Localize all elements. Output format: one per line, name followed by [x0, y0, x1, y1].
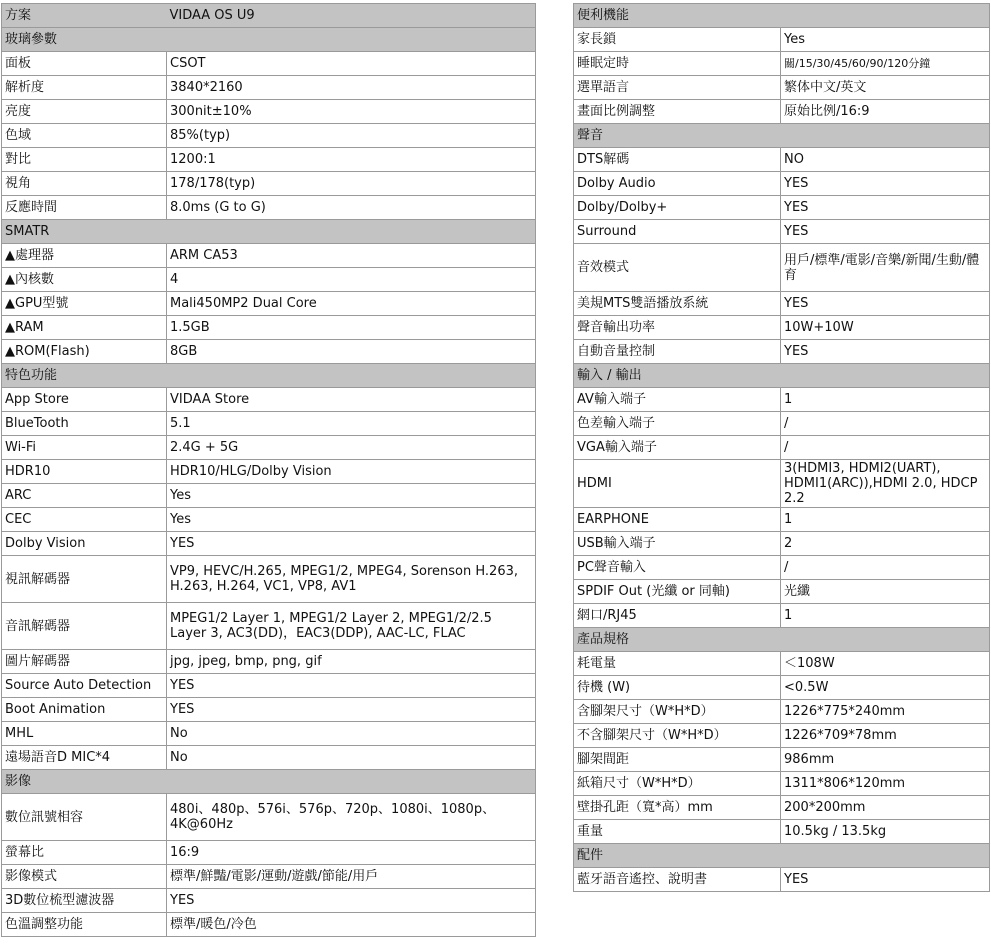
section-filler — [781, 124, 990, 148]
spec-row — [574, 52, 990, 76]
section-title: 玻璃參數 — [2, 28, 167, 52]
spec-value: YES — [781, 292, 990, 316]
spec-value: <0.5W — [781, 676, 990, 700]
spec-label: EARPHONE — [574, 508, 781, 532]
spec-label: Wi-Fi — [2, 436, 167, 460]
spec-value: ＜108W — [781, 652, 990, 676]
spec-value: 10W+10W — [781, 316, 990, 340]
spec-value: 4 — [167, 268, 536, 292]
spec-value: Yes — [167, 508, 536, 532]
spec-label: 對比 — [2, 148, 167, 172]
section-header-row — [574, 4, 990, 28]
spec-row — [574, 748, 990, 772]
spec-label: 壁掛孔距（寬*高）mm — [574, 796, 781, 820]
spec-row — [574, 220, 990, 244]
left-spec-body — [2, 4, 536, 937]
spec-row — [574, 76, 990, 100]
spec-value: 16:9 — [167, 841, 536, 865]
spec-label: HDR10 — [2, 460, 167, 484]
spec-row — [574, 820, 990, 844]
spec-label: HDMI — [574, 460, 781, 508]
spec-value: 2 — [781, 532, 990, 556]
spec-label: App Store — [2, 388, 167, 412]
spec-row — [2, 388, 536, 412]
spec-value: Mali450MP2 Dual Core — [167, 292, 536, 316]
spec-value: 2.4G + 5G — [167, 436, 536, 460]
spec-label: 不含腳架尺寸（W*H*D） — [574, 724, 781, 748]
spec-value: YES — [167, 674, 536, 698]
spec-row — [574, 244, 990, 292]
spec-row — [574, 508, 990, 532]
spec-label: 色差輸入端子 — [574, 412, 781, 436]
spec-label: 家長鎖 — [574, 28, 781, 52]
spec-value: 300nit±10% — [167, 100, 536, 124]
spec-row — [2, 100, 536, 124]
spec-row — [2, 196, 536, 220]
spec-value: HDR10/HLG/Dolby Vision — [167, 460, 536, 484]
spec-row — [574, 652, 990, 676]
spec-row — [2, 172, 536, 196]
spec-row — [2, 698, 536, 722]
spec-row — [574, 292, 990, 316]
spec-row — [574, 412, 990, 436]
spec-row — [574, 28, 990, 52]
section-filler — [781, 628, 990, 652]
section-header-row — [2, 770, 536, 794]
spec-label: ▲內核數 — [2, 268, 167, 292]
spec-label: 視角 — [2, 172, 167, 196]
spec-label: VGA輸入端子 — [574, 436, 781, 460]
spec-row — [574, 700, 990, 724]
spec-row — [574, 676, 990, 700]
spec-value: 標準/鮮豔/電影/運動/遊戲/節能/用戶 — [167, 865, 536, 889]
section-header-row — [2, 4, 536, 28]
spec-label: ▲GPU型號 — [2, 292, 167, 316]
spec-row — [2, 148, 536, 172]
spec-value: 標準/暖色/冷色 — [167, 913, 536, 937]
spec-row — [574, 868, 990, 892]
spec-label: ▲ROM(Flash) — [2, 340, 167, 364]
spec-row — [574, 724, 990, 748]
spec-label: SPDIF Out (光纖 or 同軸) — [574, 580, 781, 604]
spec-value: No — [167, 746, 536, 770]
spec-label: 反應時間 — [2, 196, 167, 220]
spec-row — [2, 603, 536, 650]
spec-value: 繁体中文/英文 — [781, 76, 990, 100]
spec-value: YES — [781, 868, 990, 892]
section-title: 聲音 — [574, 124, 781, 148]
spec-row — [2, 436, 536, 460]
section-header-row — [2, 28, 536, 52]
spec-row — [2, 674, 536, 698]
spec-row — [574, 172, 990, 196]
section-title: 影像 — [2, 770, 167, 794]
spec-value: 200*200mm — [781, 796, 990, 820]
spec-value: YES — [781, 340, 990, 364]
spec-label: ▲RAM — [2, 316, 167, 340]
spec-value: / — [781, 436, 990, 460]
right-spec-body — [574, 4, 990, 892]
spec-value: VIDAA Store — [167, 388, 536, 412]
spec-label: USB輸入端子 — [574, 532, 781, 556]
spec-value: / — [781, 556, 990, 580]
spec-row — [2, 865, 536, 889]
spec-value: 關/15/30/45/60/90/120分鐘 — [781, 52, 990, 76]
spec-row — [2, 316, 536, 340]
spec-label: AV輸入端子 — [574, 388, 781, 412]
spec-value: 178/178(typ) — [167, 172, 536, 196]
spec-label: PC聲音輸入 — [574, 556, 781, 580]
spec-value: 3840*2160 — [167, 76, 536, 100]
spec-value: 3(HDMI3, HDMI2(UART), HDMI1(ARC)),HDMI 2.0, HDCP 2.2 — [781, 460, 990, 508]
spec-value: 480i、480p、576i、576p、720p、1080i、1080p、4K@60Hz — [167, 794, 536, 841]
spec-value: YES — [781, 172, 990, 196]
spec-label: 選單語言 — [574, 76, 781, 100]
spec-label: 腳架間距 — [574, 748, 781, 772]
spec-row — [2, 292, 536, 316]
spec-value: 1 — [781, 604, 990, 628]
spec-label: 遠場語音D MIC*4 — [2, 746, 167, 770]
spec-row — [574, 340, 990, 364]
section-header-row — [574, 364, 990, 388]
spec-label: 音訊解碼器 — [2, 603, 167, 650]
spec-label: 圖片解碼器 — [2, 650, 167, 674]
spec-label: 藍牙語音遙控、說明書 — [574, 868, 781, 892]
spec-row — [574, 580, 990, 604]
spec-label: 數位訊號相容 — [2, 794, 167, 841]
spec-label: 視訊解碼器 — [2, 556, 167, 603]
spec-row — [2, 412, 536, 436]
spec-row — [2, 340, 536, 364]
spec-value: 1 — [781, 508, 990, 532]
spec-label: 色域 — [2, 124, 167, 148]
spec-label: 含腳架尺寸（W*H*D） — [574, 700, 781, 724]
spec-value: YES — [781, 220, 990, 244]
spec-row — [574, 556, 990, 580]
section-header-row — [574, 628, 990, 652]
spec-label: 音效模式 — [574, 244, 781, 292]
spec-value: NO — [781, 148, 990, 172]
section-header-row — [2, 220, 536, 244]
spec-row — [2, 913, 536, 937]
spec-value: YES — [781, 196, 990, 220]
section-title: 配件 — [574, 844, 781, 868]
spec-row — [574, 772, 990, 796]
spec-value: 用戶/標準/電影/音樂/新聞/生動/體育 — [781, 244, 990, 292]
spec-label: ▲處理器 — [2, 244, 167, 268]
spec-label: 自動音量控制 — [574, 340, 781, 364]
spec-label: BlueTooth — [2, 412, 167, 436]
spec-label: 畫面比例調整 — [574, 100, 781, 124]
spec-label: 亮度 — [2, 100, 167, 124]
section-filler — [167, 364, 536, 388]
spec-label: 網口/RJ45 — [574, 604, 781, 628]
spec-value: 8GB — [167, 340, 536, 364]
section-title: 特色功能 — [2, 364, 167, 388]
section-title: 產品規格 — [574, 628, 781, 652]
section-filler — [781, 364, 990, 388]
spec-row — [2, 52, 536, 76]
spec-row — [2, 722, 536, 746]
spec-label: 美規MTS雙語播放系統 — [574, 292, 781, 316]
spec-label: 解析度 — [2, 76, 167, 100]
spec-value: 原始比例/16:9 — [781, 100, 990, 124]
spec-value: ARM CA53 — [167, 244, 536, 268]
spec-label: 聲音輸出功率 — [574, 316, 781, 340]
spec-label: 螢幕比 — [2, 841, 167, 865]
spec-row — [2, 484, 536, 508]
section-header-row — [574, 124, 990, 148]
spec-row — [574, 100, 990, 124]
spec-value: YES — [167, 532, 536, 556]
spec-value: Yes — [781, 28, 990, 52]
spec-row — [574, 460, 990, 508]
spec-value: CSOT — [167, 52, 536, 76]
spec-label: CEC — [2, 508, 167, 532]
spec-label: ARC — [2, 484, 167, 508]
spec-row — [2, 889, 536, 913]
right-spec-table — [573, 3, 990, 892]
spec-label: Dolby Audio — [574, 172, 781, 196]
spec-row — [2, 794, 536, 841]
section-title: 輸入 / 輸出 — [574, 364, 781, 388]
spec-value: Yes — [167, 484, 536, 508]
spec-value: 1226*709*78mm — [781, 724, 990, 748]
spec-label: 3D數位梳型濾波器 — [2, 889, 167, 913]
spec-value: 1311*806*120mm — [781, 772, 990, 796]
spec-label: 色溫調整功能 — [2, 913, 167, 937]
section-filler — [781, 844, 990, 868]
section-header-row — [2, 364, 536, 388]
spec-value: jpg, jpeg, bmp, png, gif — [167, 650, 536, 674]
spec-value: No — [167, 722, 536, 746]
spec-value: 10.5kg / 13.5kg — [781, 820, 990, 844]
section-title: 便利機能 — [574, 4, 781, 28]
spec-label: 睡眠定時 — [574, 52, 781, 76]
spec-row — [2, 76, 536, 100]
spec-row — [2, 508, 536, 532]
spec-label: Boot Animation — [2, 698, 167, 722]
spec-row — [2, 841, 536, 865]
spec-row — [2, 746, 536, 770]
spec-label: Dolby Vision — [2, 532, 167, 556]
spec-value: 1200:1 — [167, 148, 536, 172]
section-filler — [167, 770, 536, 794]
spec-value: VP9, HEVC/H.265, MPEG1/2, MPEG4, Sorenson H.263, H.263, H.264, VC1, VP8, AV1 — [167, 556, 536, 603]
spec-value: 986mm — [781, 748, 990, 772]
spec-value: 85%(typ) — [167, 124, 536, 148]
spec-label: MHL — [2, 722, 167, 746]
section-filler — [167, 28, 536, 52]
spec-row — [2, 244, 536, 268]
spec-label: 待機 (W) — [574, 676, 781, 700]
section-filler — [167, 220, 536, 244]
spec-row — [574, 532, 990, 556]
spec-label: Source Auto Detection — [2, 674, 167, 698]
spec-row — [574, 796, 990, 820]
spec-row — [2, 460, 536, 484]
spec-value: YES — [167, 698, 536, 722]
section-filler: VIDAA OS U9 — [167, 4, 536, 28]
spec-value: YES — [167, 889, 536, 913]
spec-row — [574, 604, 990, 628]
spec-row — [2, 650, 536, 674]
spec-label: 面板 — [2, 52, 167, 76]
spec-value: / — [781, 412, 990, 436]
left-spec-table — [1, 3, 536, 937]
spec-label: 耗電量 — [574, 652, 781, 676]
spec-value: 光纖 — [781, 580, 990, 604]
section-header-row — [574, 844, 990, 868]
spec-value: MPEG1/2 Layer 1, MPEG1/2 Layer 2, MPEG1/2/2.5 Layer 3, AC3(DD)，EAC3(DDP), AAC-LC, FLAC — [167, 603, 536, 650]
spec-row — [2, 556, 536, 603]
spec-row — [574, 148, 990, 172]
section-title: SMATR — [2, 220, 167, 244]
spec-row — [2, 124, 536, 148]
spec-value: 1.5GB — [167, 316, 536, 340]
spec-row — [2, 532, 536, 556]
spec-value: 5.1 — [167, 412, 536, 436]
spec-value: 1 — [781, 388, 990, 412]
spec-row — [2, 268, 536, 292]
spec-row — [574, 436, 990, 460]
spec-value: 8.0ms (G to G) — [167, 196, 536, 220]
spec-label: Dolby/Dolby+ — [574, 196, 781, 220]
spec-label: Surround — [574, 220, 781, 244]
spec-label: 影像模式 — [2, 865, 167, 889]
section-filler — [781, 4, 990, 28]
spec-label: DTS解碼 — [574, 148, 781, 172]
spec-row — [574, 316, 990, 340]
spec-row — [574, 388, 990, 412]
spec-label: 紙箱尺寸（W*H*D） — [574, 772, 781, 796]
section-title: 方案 — [2, 4, 167, 28]
spec-label: 重量 — [574, 820, 781, 844]
spec-row — [574, 196, 990, 220]
spec-value: 1226*775*240mm — [781, 700, 990, 724]
